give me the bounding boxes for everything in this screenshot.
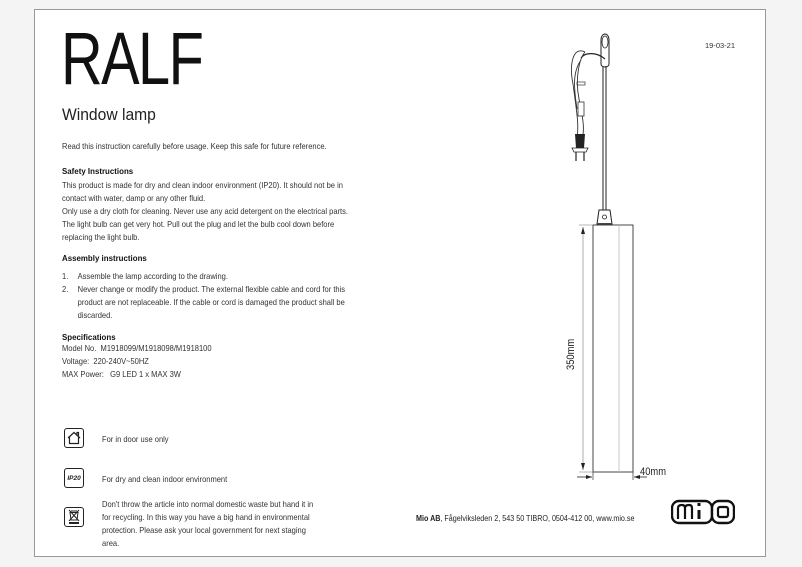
company-name: Mio AB: [416, 514, 441, 523]
spec-label: Voltage:: [62, 357, 90, 366]
safety-text: [62, 179, 373, 244]
symbol-text: Don't throw the article into normal domestic waste but hand it in: [102, 500, 314, 509]
mio-logo: [671, 498, 735, 531]
assembly-item: [62, 283, 345, 296]
spec-label: Model No.: [62, 344, 97, 353]
specifications-heading: Specifications: [62, 332, 116, 342]
item-number: 2.: [62, 285, 69, 294]
product-subtitle: Window lamp: [62, 105, 156, 124]
width-dimension-label: 40mm: [640, 466, 666, 478]
house-icon: [64, 428, 84, 448]
weee-crossed-bin-icon: [64, 507, 84, 527]
item-text: Assemble the lamp according to the drawing.: [77, 272, 228, 281]
item-number: 1.: [62, 272, 69, 281]
spec-value: 220-240V~50HZ: [93, 357, 149, 366]
lamp-drawing: [555, 24, 685, 484]
document-date: 19-03-21: [705, 41, 736, 50]
specifications-list: [62, 342, 225, 381]
spec-value: G9 LED 1 x MAX 3W: [110, 370, 181, 379]
safety-heading: Safety Instructions: [62, 166, 134, 176]
symbol-text: For in door use only: [102, 435, 169, 444]
safety-line: contact with water, damp or any other fluid.: [62, 194, 206, 203]
intro-text: Read this instruction carefully before usage. Keep this safe for future reference.: [62, 142, 327, 151]
safety-line: Only use a dry cloth for cleaning. Never use any acid detergent on the electrical parts.: [62, 207, 348, 216]
spec-value: M1918099/M1918098/M1918100: [100, 344, 212, 353]
spec-row: [62, 355, 212, 368]
safety-line: This product is made for dry and clean indoor environment (IP20). It should not be in: [62, 181, 343, 190]
ip20-icon: [64, 468, 84, 488]
symbol-text: area.: [102, 539, 120, 548]
safety-line: replacing the light bulb.: [62, 233, 140, 242]
instruction-sheet: [34, 9, 766, 557]
item-text: discarded.: [77, 311, 113, 320]
assembly-list: [62, 270, 370, 322]
assembly-heading: Assembly instructions: [62, 253, 147, 263]
address-text: , Fågelviksleden 2, 543 50 TIBRO, 0504-412 00, www.mio.se: [440, 514, 635, 523]
ip20-label: IP20: [67, 474, 81, 482]
item-text: Never change or modify the product. The external flexible cable and cord for this: [77, 285, 346, 294]
spec-row: [62, 342, 212, 355]
assembly-item: [62, 270, 345, 283]
symbol-text: protection. Please ask your local government for next staging: [102, 526, 306, 535]
company-address: [416, 514, 634, 523]
symbol-text: For dry and clean indoor environment: [102, 475, 228, 484]
product-title: RALF: [61, 17, 203, 100]
symbol-text: for recycling. In this way you have a big hand in environmental: [102, 513, 310, 522]
height-dimension-label: 350mm: [565, 338, 577, 370]
recycling-text: [102, 498, 332, 550]
spec-row: [62, 368, 212, 381]
item-text: product are not replaceable. If the cable or cord is damaged the product shall be: [77, 298, 345, 307]
safety-line: The light bulb can get very hot. Pull out the plug and let the bulb cool down before: [62, 220, 335, 229]
spec-label: MAX Power:: [62, 370, 104, 379]
